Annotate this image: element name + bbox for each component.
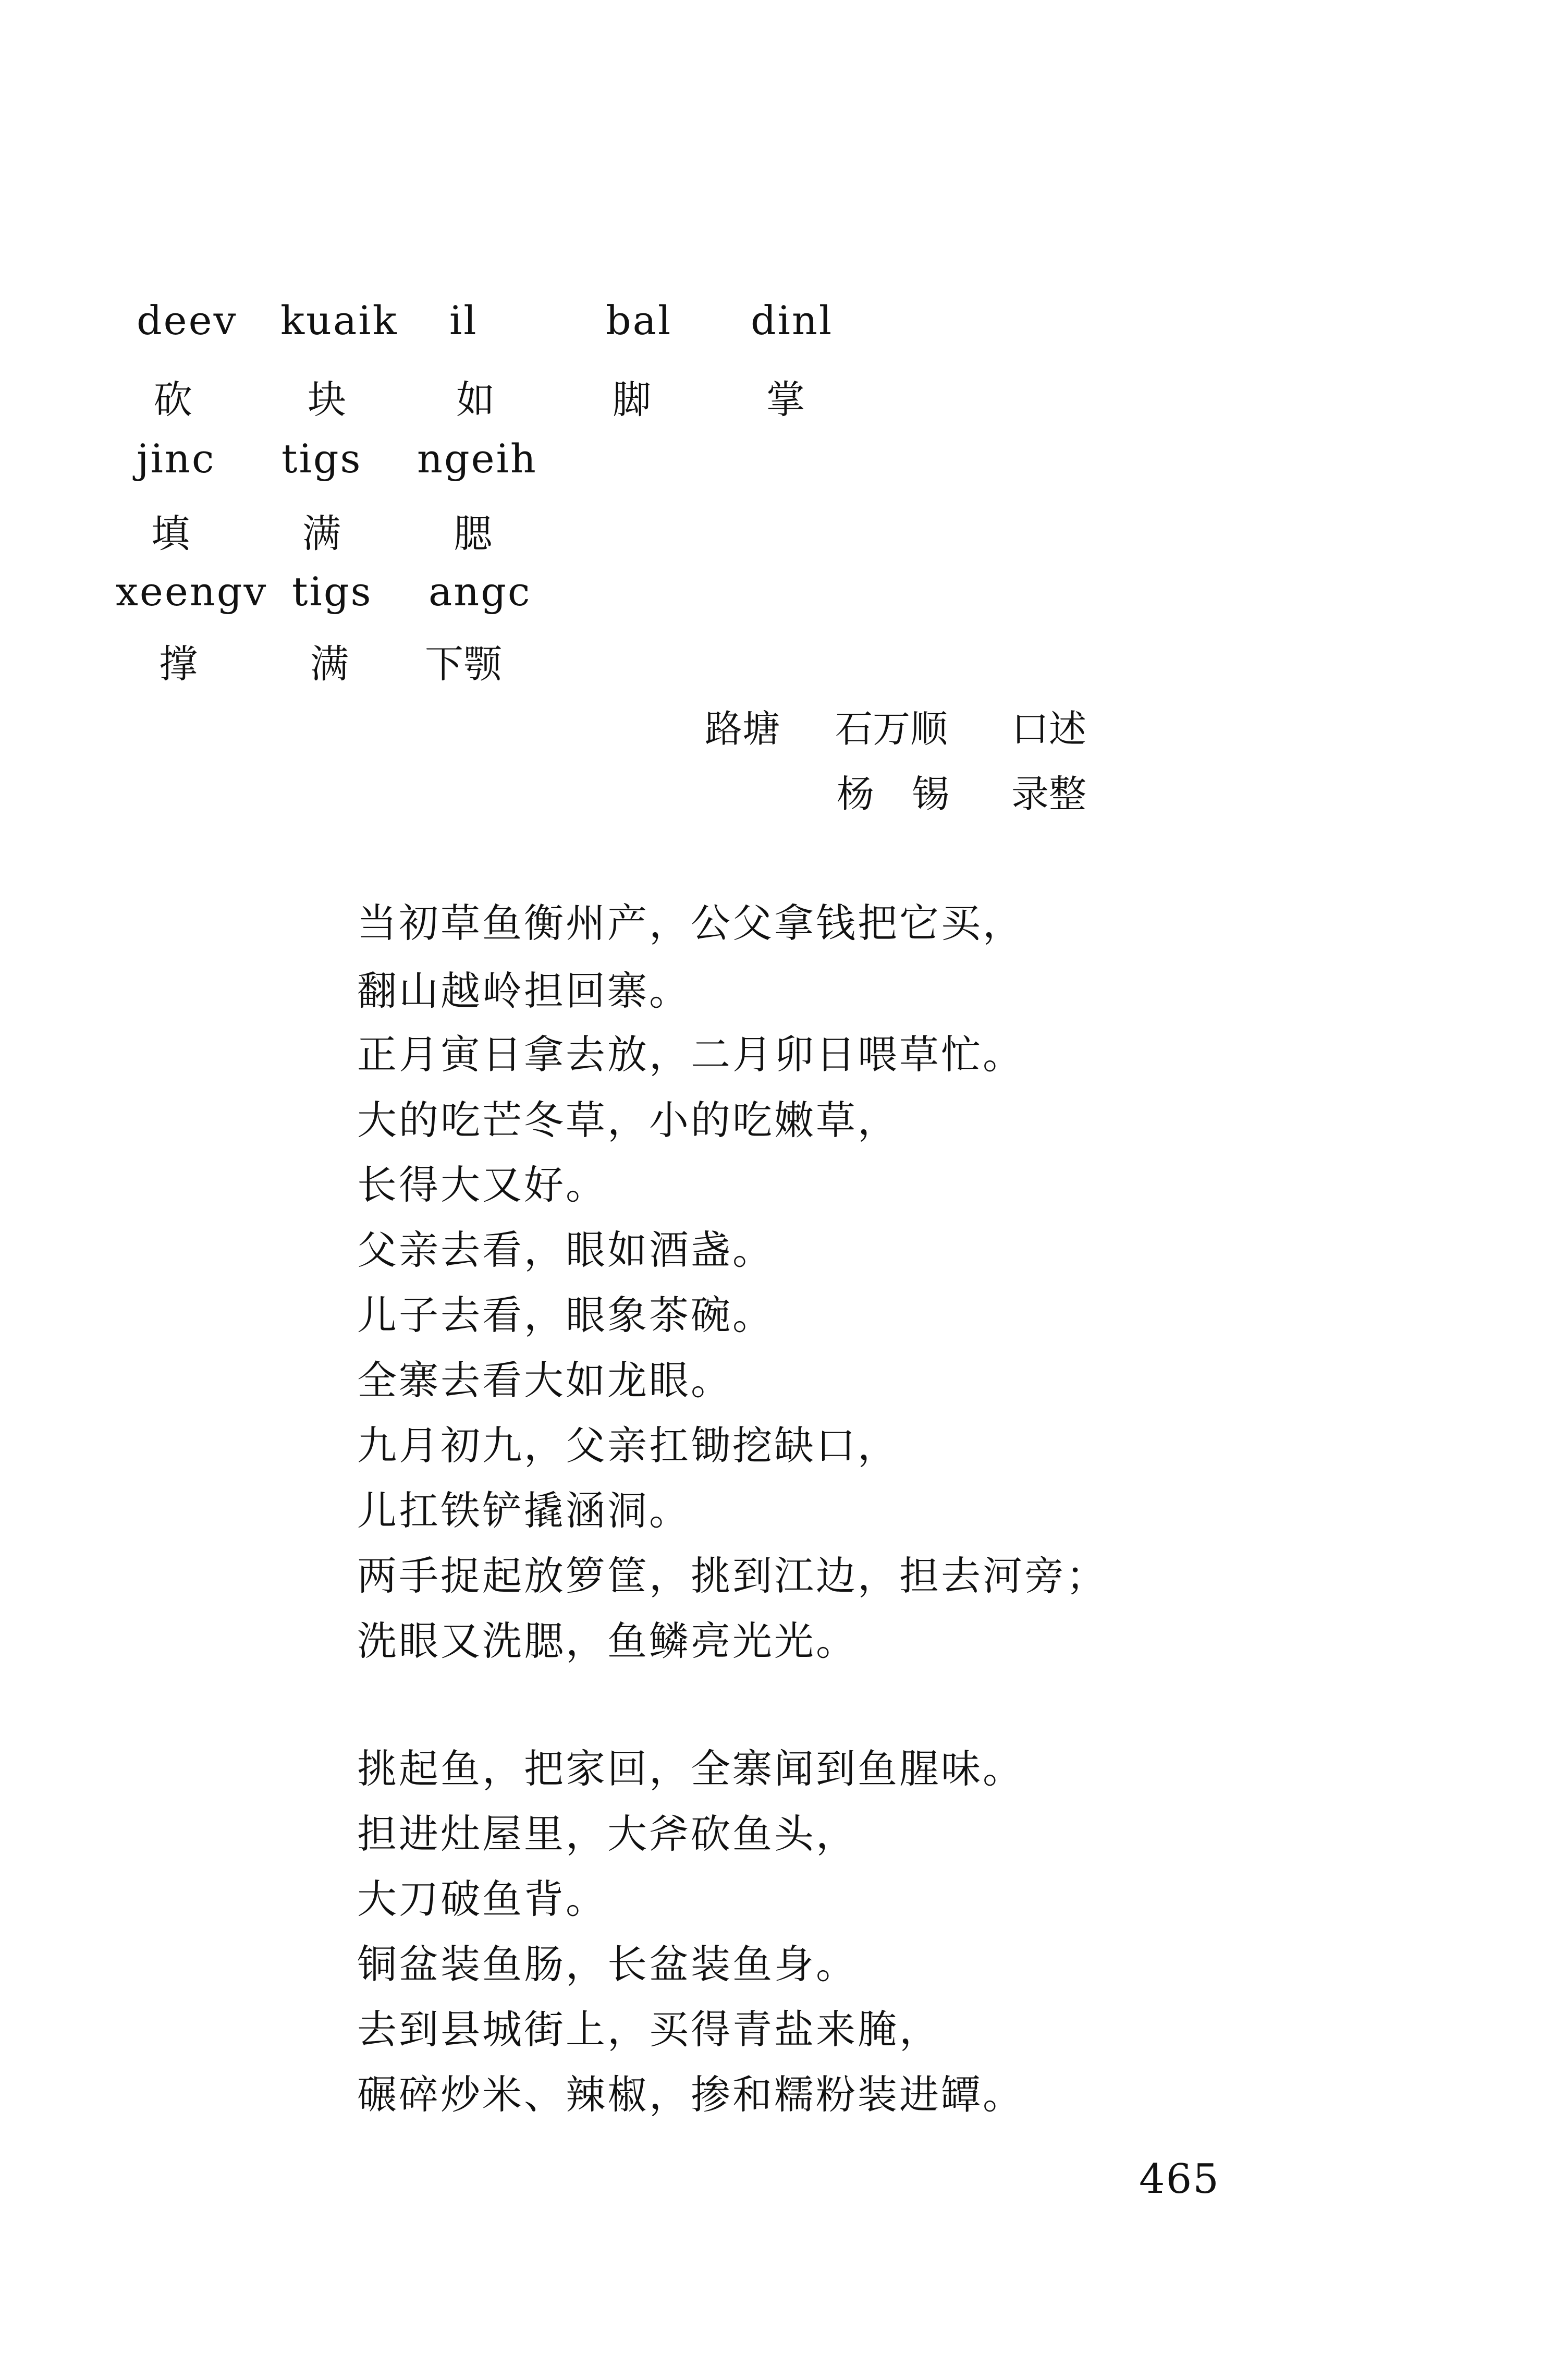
poem-line: 碾碎炒米、辣椒，掺和糯粉装进罈。: [357, 2071, 1024, 2118]
romanized-word: il: [449, 297, 478, 344]
romanized-word: kuaik: [280, 297, 398, 344]
gloss-word: 下颚: [425, 642, 502, 687]
gloss-word: 脚: [613, 377, 651, 422]
gloss-word: 块: [308, 377, 346, 422]
recorder-name: 杨 锡: [837, 772, 950, 816]
romanized-word: tigs: [282, 435, 362, 482]
poem-line: 大的吃芒冬草，小的吃嫩草，: [357, 1097, 899, 1143]
romanized-line: [0, 435, 1542, 493]
gloss-word: 满: [302, 511, 341, 556]
page-number: 465: [1139, 2156, 1220, 2203]
romanized-word: ngeih: [417, 435, 537, 482]
gloss-word: 砍: [154, 377, 192, 422]
poem-line: 翻山越岭担回寨。: [357, 968, 691, 1014]
poem-line: 全寨去看大如龙眼。: [357, 1357, 732, 1403]
romanized-line: [0, 297, 1542, 355]
poem-line: 长得大又好。: [357, 1162, 607, 1208]
romanized-word: dinl: [751, 297, 834, 344]
gloss-word: 如: [456, 377, 495, 422]
romanized-line: [0, 568, 1542, 626]
poem-line: 九月初九，父亲扛锄挖缺口，: [357, 1422, 899, 1469]
poem-line: 担进灶屋里，大斧砍鱼头，: [357, 1811, 858, 1857]
narrator-role: 口述: [1011, 707, 1087, 751]
chinese-gloss-line: [0, 633, 1542, 691]
poem-line: 去到县城街上，买得青盐来腌，: [357, 2006, 941, 2053]
gloss-word: 撑: [159, 642, 198, 687]
poem-line: 正月寅日拿去放，二月卯日喂草忙。: [357, 1031, 1024, 1078]
poem-line: 大刀破鱼背。: [357, 1876, 607, 1922]
poem-line: 儿扛铁铲撬涵洞。: [357, 1487, 691, 1534]
romanized-word: bal: [606, 297, 672, 344]
romanized-word: jinc: [137, 435, 216, 482]
poem-line: 挑起鱼，把家回，全寨闻到鱼腥味。: [357, 1746, 1024, 1792]
romanized-word: angc: [429, 568, 532, 615]
gloss-word: 填: [151, 511, 190, 556]
romanized-word: deev: [137, 297, 238, 344]
poem-line: 洗眼又洗腮，鱼鳞亮光光。: [357, 1618, 858, 1664]
poem-line: 儿子去看，眼象茶碗。: [357, 1292, 774, 1338]
romanized-word: xeengv: [116, 568, 268, 615]
narrator-name: 石万顺: [835, 707, 948, 751]
chinese-gloss-line: [0, 369, 1542, 426]
poem-line: 父亲去看，眼如酒盏。: [357, 1227, 774, 1273]
poem-line: 两手捉起放箩筐，挑到江边，担去河旁；: [357, 1553, 1108, 1599]
gloss-word: 掌: [766, 377, 805, 422]
poem-line: 当初草鱼衡州产，公父拿钱把它买，: [357, 900, 1024, 946]
chinese-gloss-line: [0, 503, 1542, 560]
recorder-role: 录整: [1011, 772, 1087, 816]
romanized-word: tigs: [292, 568, 373, 615]
narrator-place: 路塘: [705, 707, 780, 751]
gloss-word: 满: [310, 642, 349, 687]
poem-line: 铜盆装鱼肠，长盆装鱼身。: [357, 1941, 858, 1987]
gloss-word: 腮: [454, 511, 492, 556]
